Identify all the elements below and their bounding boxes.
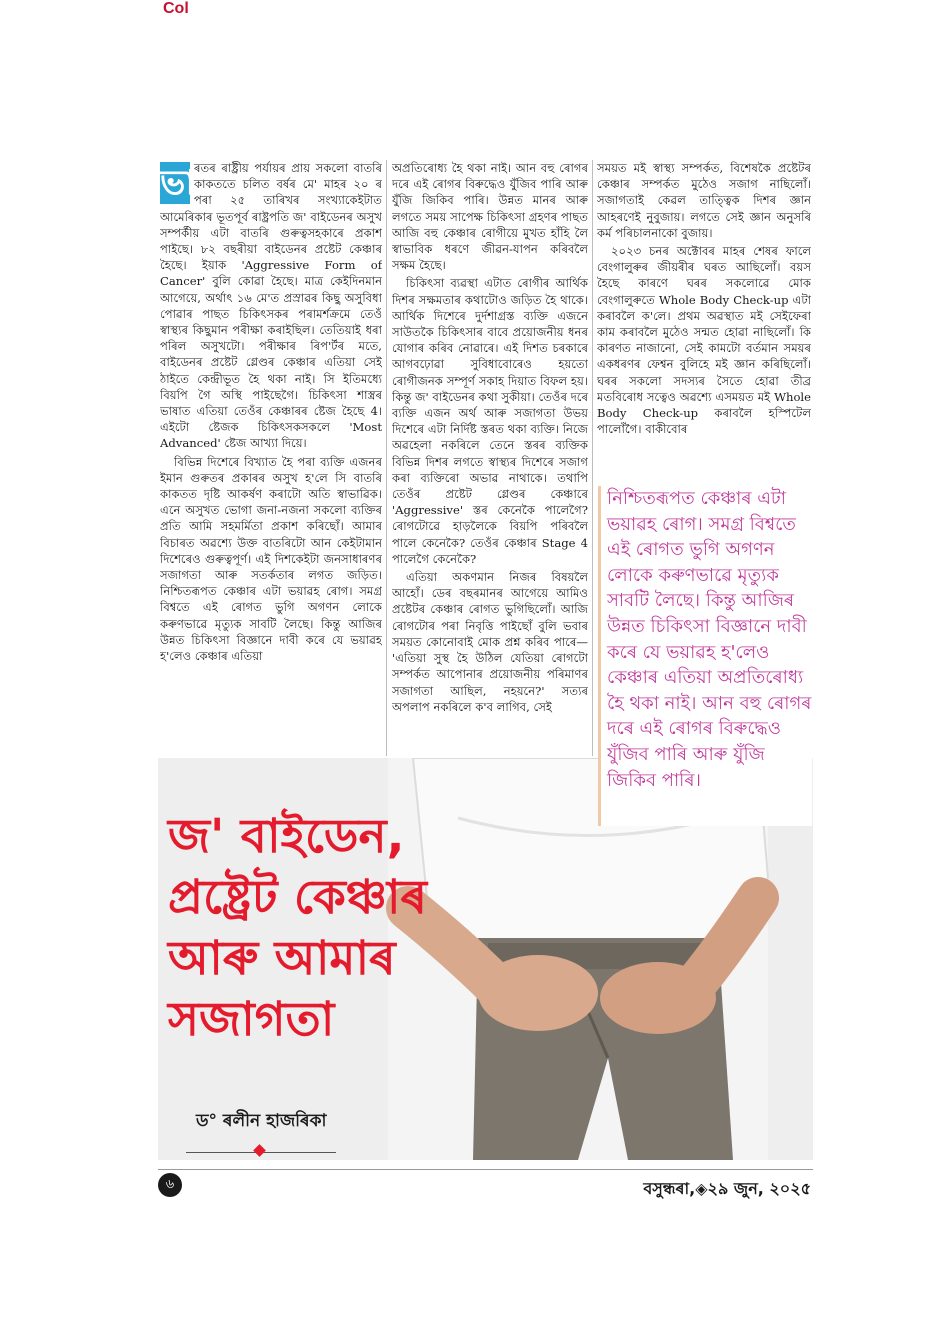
corner-tag: Col <box>163 0 189 17</box>
article-column-3 <box>597 160 811 460</box>
paragraph-7: ২০২৩ চনৰ অক্টোবৰ মাহৰ শেষৰ ফালে বেংগালুৰুৰ জীয়ৰীৰ ঘৰত আছিলোঁ। বয়স হৈছে কাৰণে ঘৰৰ সকলোৱে মোক বেংগালুৰুতে Whole Body Check-up এটা কৰাবলৈ ক'লে। প্ৰথম অৱস্থাত মই সেইফেৰা কাম কৰাবলৈ মুঠেও সন্মত হোৱা নাছিলোঁ। কি কাৰণত নাজানো, সেই কামটো বৰ্তমান সময়ৰ একধৰণৰ ফেশ্বন বুলিহে মই জ্ঞান কৰিছিলোঁ। ঘৰৰ সকলো সদস্যৰ সৈতে হোৱা তীব্ৰ মতবিৰোধ সত্বেও অৱশ্যে এসময়ত মই Whole Body Check-up কৰাবলৈ হস্পিটেল পালোঁগৈ। বাকীবোৰ <box>597 244 811 437</box>
paragraph-1-text: ৰতৰ ৰাষ্ট্ৰীয় পৰ্যায়ৰ প্ৰায় সকলো বাতৰি কাকততে চলিত বৰ্ষৰ মে' মাহৰ ২০ ৰ পৰা ২৫ তাৰিখৰ সংখ্যাকেইটাত আমেৰিকাৰ ভূতপূৰ্ব ৰাষ্ট্ৰপতি জ' বাইডেনৰ অসুখ সম্পৰ্কীয় এটা বাতৰি গুৰুত্বসহকাৰে প্ৰকাশ পাইছে। ৮২ বছৰীয়া বাইডেনৰ প্ৰষ্টেট কেঞ্চাৰ হৈছে। ইয়াক 'Aggressive Form of Cancer' বুলি কোৱা হৈছে। মাত্ৰ কেইদিনমান আগেয়ে, অৰ্থাৎ ১৬ মে'ত প্ৰস্ৰাৱৰ কিছু অসুবিধা পোৱাৰ পাছত চিকিৎসকৰ পৰামৰ্শক্ৰমে তেওঁ স্বাস্থ্যৰ কিছুমান পৰীক্ষা কৰাইছিল। তেতিয়াই ধৰা পৰিল অসুখটো। পৰীক্ষাৰ ৰিপ'ৰ্টৰ মতে, বাইডেনৰ প্ৰষ্টেট গ্লেণ্ডৰ কেঞ্চাৰ এতিয়া সেই ঠাইতে কেন্দ্ৰীভূত হৈ থকা নাই। সি ইতিমধ্যে বিয়পি গৈ অস্থি পাইছেগৈ। চিকিৎসা শাস্ত্ৰৰ ভাষাত এতিয়া তেওঁৰ কেঞ্চাৰৰ ষ্টেজ হৈছে 4। এইটো ষ্টেজক চিকিৎসকসকলে 'Most Advanced' ষ্টেজ আখ্যা দিয়ে। <box>160 161 382 451</box>
dropcap: ভা <box>160 163 196 203</box>
paragraph-3: অপ্ৰতিৰোধ্য হৈ থকা নাই। আন বহু ৰোগৰ দৰে এই ৰোগৰ বিৰুদ্ধেও যুঁজিব পাৰি আৰু যুঁজি জিকিব পাৰি। উন্নত মানৰ আৰু লগতে সময় সাপেক্ষ চিকিৎসা গ্ৰহণৰ পাছত আজি বহু কেঞ্চাৰ ৰোগীয়ে মুখত হাঁহি লৈ স্বাভাবিক ধৰণে জীৱন-যাপন কৰিবলৈ সক্ষম হৈছে। <box>392 161 588 273</box>
headline-line: প্ৰষ্ট্ৰেট কেঞ্চাৰ <box>168 870 428 925</box>
column-divider <box>592 160 593 756</box>
article-column-2 <box>392 160 588 756</box>
pull-quote <box>598 486 812 826</box>
page-number: ৬ <box>158 1173 182 1197</box>
paragraph-4: চিকিৎসা ব্যৱস্থা এটাত ৰোগীৰ আৰ্থিক দিশৰ সক্ষমতাৰ কথাটোও জড়িত হৈ থাকে। আৰ্থিক দিশেৰে দুৰ্দশাগ্ৰস্ত ব্যক্তি এজনে সাউতকৈ চিকিৎসাৰ বাবে প্ৰয়োজনীয় ধনৰ যোগাৰ কৰিব নোৱাৰে। এই দিশত চৰকাৰে আগবঢ়োৱা সুবিধাবোৰেও হয়তো ৰোগীজনক সম্পূৰ্ণ সকাহ দিয়াত বিফল হয়। কিন্তু জ' বাইডেনৰ কথা সুকীয়া। তেওঁৰ দৰে ব্যক্তি এজন অৰ্থ আৰু সজাগতা উভয় দিশেৰে এটা নিৰ্দিষ্ট স্তৰত থকা ব্যক্তি। নিজে অৱহেলা নকৰিলে তেনে স্তৰৰ ব্যক্তিক বিভিন্ন দিশৰ লগতে স্বাস্থ্যৰ দিশেৰে সজাগ কৰা ব্যক্তিৰো অভাৱ নাথাকে। তথাপি তেওঁৰ প্ৰষ্টেট গ্লেণ্ডৰ কেঞ্চাৰে 'Aggressive' স্তৰ কেনেকৈ পালেগৈ? ৰোগটোৱে হাড়লৈকে বিয়পি পৰিবলৈ পালে কেনেকৈ? তেওঁৰ কেঞ্চাৰ Stage 4 পালেগৈ কেনেকৈ? <box>392 276 588 566</box>
byline: ড° ৰলীন হাজৰিকা <box>196 1111 327 1131</box>
publication-date: বসুন্ধৰা,◈২৯ জুন, ২০২৫ <box>643 1179 811 1198</box>
headline-line: আৰু আমাৰ <box>168 931 396 986</box>
paragraph-1 <box>160 160 382 452</box>
article-column-1 <box>160 160 382 756</box>
pull-quote-text: নিশ্চিতৰূপত কেঞ্চাৰ এটা ভয়াৱহ ৰোগ। সমগ্ৰ বিশ্বতে এই ৰোগত ভুগি অগণন লোকে কৰুণভাৱে মৃত্যুক সাবটি লৈছে। কিন্তু আজিৰ উন্নত চিকিৎসা বিজ্ঞানে দাবী কৰে যে ভয়াৱহ হ'লেও কেঞ্চাৰ এতিয়া অপ্ৰতিৰোধ্য হৈ থকা নাই। আন বহু ৰোগৰ দৰে এই ৰোগৰ বিৰুদ্ধেও যুঁজিব পাৰি আৰু যুঁজি জিকিব পাৰি। <box>607 488 812 791</box>
headline <box>168 806 528 1050</box>
headline-line: জ' বাইডেন, <box>168 809 405 864</box>
paragraph-5: এতিয়া অকণমান নিজৰ বিষয়লৈ আহোঁ। ডেৰ বছৰমানৰ আগেয়ে আমিও প্ৰষ্টেটৰ কেঞ্চাৰ ৰোগত ভুগিছিলোঁ। আজি ৰোগটোৰ পৰা নিবৃত্তি পাইছোঁ বুলি ভবাৰ সময়ত কোনোবাই মোক প্ৰশ্ন কৰিব পাৰে— 'এতিয়া সুস্থ হৈ উঠিল যেতিয়া ৰোগটো সম্পৰ্কত আপোনাৰ প্ৰয়োজনীয় পৰিমাণৰ সজাগতা আছিল, নহয়নে?' সত্যৰ অপলাপ নকৰিলে ক'ব লাগিব, সেই <box>392 570 588 714</box>
footer-divider <box>158 1169 813 1170</box>
headline-line: সজাগতা <box>168 992 335 1047</box>
column-divider <box>386 160 387 756</box>
paragraph-2: বিভিন্ন দিশেৰে বিখ্যাত হৈ পৰা ব্যক্তি এজনৰ ইমান গুৰুতৰ প্ৰকাৰৰ অসুখ হ'লে সি বাতৰি কাকতত দৃষ্টি আকৰ্ষণ কৰাটো অতি স্বাভাৱিক। এনে অসুখত ভোগা জনা-নজনা সকলো ব্যক্তিৰ প্ৰতি আমি সহমৰ্মিতা প্ৰকাশ কৰিছোঁ। আমাৰ বিচাৰত অৱশ্যে উক্ত বাতৰিটো আন কেইটামান দিশেৰেও গুৰুত্বপূৰ্ণ। এই দিশকেইটা জনসাধাৰণৰ সজাগতা আৰু সতৰ্কতাৰ লগত জড়িত। নিশ্চিতৰূপত কেঞ্চাৰ এটা ভয়াৱহ ৰোগ। সমগ্ৰ বিশ্বতে এই ৰোগত ভুগি অগণন লোকে কৰুণভাৱে মৃত্যুক সাবটি লৈছে। কিন্তু আজিৰ উন্নত চিকিৎসা বিজ্ঞানে দাবী কৰে যে ভয়াৱহ হ'লেও কেঞ্চাৰ এতিয়া <box>160 454 382 664</box>
paragraph-6: সময়ত মই স্বাস্থ্য সম্পৰ্কত, বিশেষকৈ প্ৰষ্টেটৰ কেঞ্চাৰ সম্পৰ্কত মুঠেও সজাগ নাছিলোঁ। সজাগতাই কেৱল তাত্ত্বিক দিশৰ জ্ঞান আহৰণেই নুবুজায়। লগতে সেই জ্ঞান অনুসৰি কৰ্ম পৰিচালনাকো বুজায়। <box>597 161 811 240</box>
